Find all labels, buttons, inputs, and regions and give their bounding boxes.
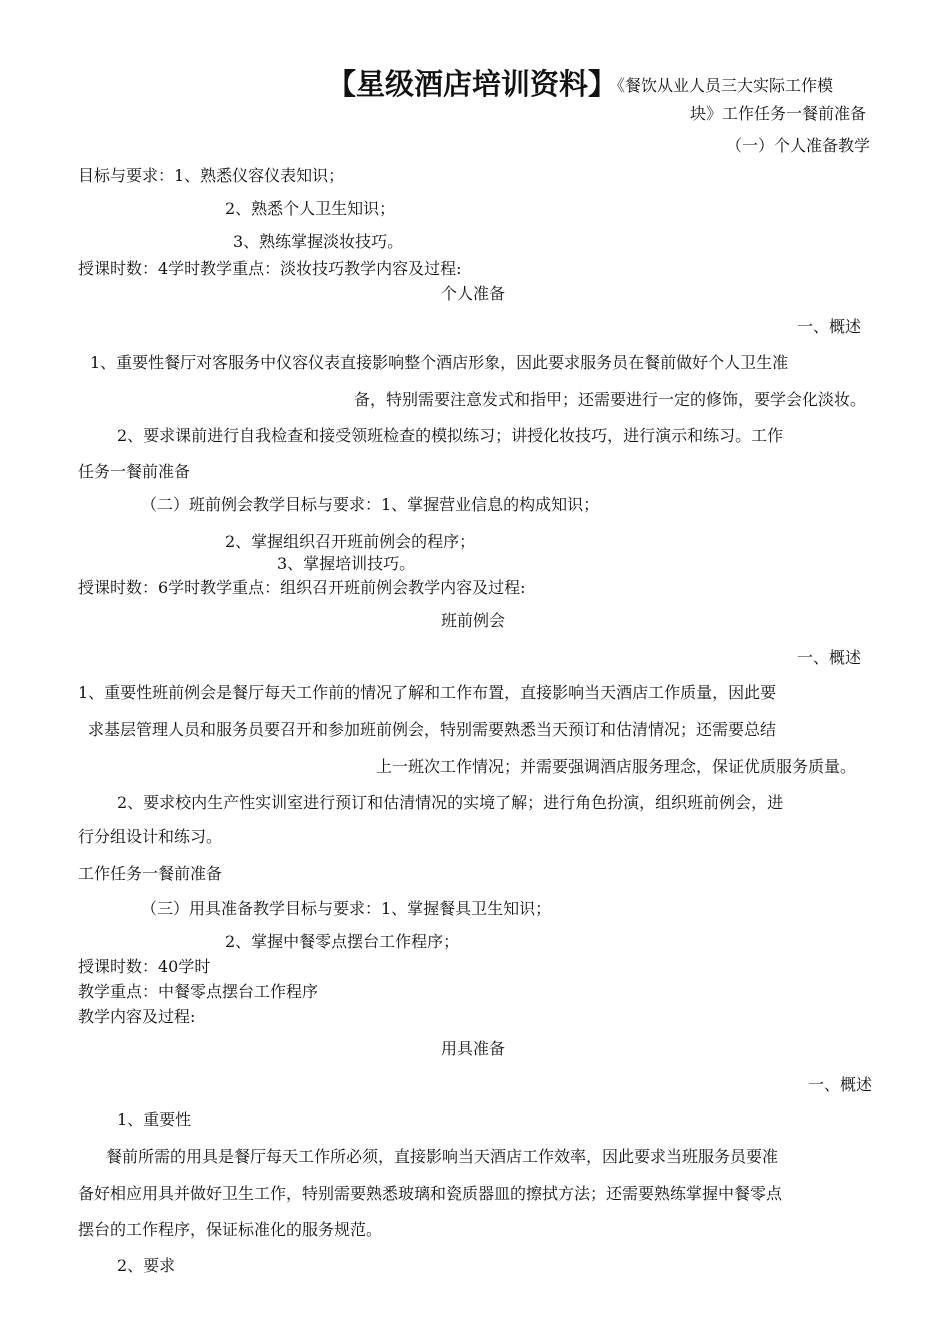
- content-3: 教学内容及过程:: [78, 1007, 196, 1026]
- para-5a: 餐前所需的用具是餐厅每天工作所必须，直接影响当天酒店工作效率，因此要求当班服务员要准: [106, 1147, 779, 1166]
- para-1a: 1、重要性餐厅对客服务中仪容仪表直接影响整个酒店形象，因此要求服务员在餐前做好个人卫生准: [90, 353, 789, 372]
- para-5-head: 1、重要性: [117, 1110, 192, 1129]
- para-3a: 1、重要性班前例会是餐厅每天工作前的情况了解和工作布置，直接影响当天酒店工作质量，因此要: [78, 683, 777, 702]
- goal-1-3: 3、熟练掌握淡妆技巧。: [233, 232, 404, 251]
- subheading-1: （一）个人准备教学: [725, 136, 870, 155]
- subheading-3: （三）用具准备教学目标与要求：1、掌握餐具卫生知识；: [141, 899, 552, 918]
- section-1-overview: 一、概述: [796, 317, 861, 336]
- title-rest: 《餐饮从业人员三大实际工作模: [617, 76, 834, 95]
- goal-2-3: 3、掌握培训技巧。: [277, 554, 416, 573]
- para-3c: 上一班次工作情况；并需要强调酒店服务理念，保证优质服务质量。: [375, 757, 856, 776]
- para-2a: 2、要求课前进行自我检查和接受领班检查的模拟练习；讲授化妆技巧，进行演示和练习。工作: [117, 426, 784, 445]
- hours-2: 授课时数：6学时教学重点：组织召开班前例会教学内容及过程:: [78, 578, 526, 597]
- section-3-title: 用具准备: [441, 1039, 506, 1058]
- hours-1: 授课时数：4学时教学重点：淡妆技巧教学内容及过程:: [78, 259, 462, 278]
- section-3-overview: 一、概述: [807, 1075, 872, 1094]
- para-4b: 行分组设计和练习。: [78, 827, 223, 846]
- para-5b: 备好相应用具并做好卫生工作，特别需要熟悉玻璃和瓷质器皿的擦拭方法；还需要熟练掌握中餐零点: [78, 1184, 783, 1203]
- para-4a: 2、要求校内生产性实训室进行预订和估清情况的实境了解；进行角色扮演，组织班前例会，进: [117, 793, 784, 812]
- goal-2-2: 2、掌握组织召开班前例会的程序；: [225, 532, 476, 551]
- title-line-1: [327, 67, 834, 101]
- section-2-overview: 一、概述: [796, 648, 861, 667]
- section-1-title: 个人准备: [441, 284, 506, 303]
- goal-3-2: 2、掌握中餐零点摆台工作程序；: [225, 932, 460, 951]
- title-bold: 【星级酒店培训资料】: [327, 67, 618, 101]
- task-3-heading: 工作任务一餐前准备: [78, 864, 223, 883]
- goal-1-2: 2、熟悉个人卫生知识；: [225, 199, 396, 218]
- para-5c: 摆台的工作程序，保证标准化的服务规范。: [78, 1220, 383, 1239]
- para-3b: 求基层管理人员和服务员要召开和参加班前例会，特别需要熟悉当天预订和估清情况；还需要总结: [88, 720, 777, 739]
- para-6-head: 2、要求: [117, 1256, 176, 1275]
- para-2b: 任务一餐前准备: [78, 462, 191, 481]
- subheading-2: （二）班前例会教学目标与要求：1、掌握营业信息的构成知识；: [141, 495, 600, 514]
- title-line-2: 块》工作任务一餐前准备: [689, 104, 866, 123]
- hours-3: 授课时数：40学时: [78, 957, 211, 976]
- focus-3: 教学重点：中餐零点摆台工作程序: [78, 982, 319, 1001]
- para-1b: 备，特别需要注意发式和指甲；还需要进行一定的修饰，要学会化淡妆。: [353, 390, 866, 409]
- goal-1-1: 目标与要求：1、熟悉仪容仪表知识；: [78, 166, 345, 185]
- section-2-title: 班前例会: [441, 611, 506, 630]
